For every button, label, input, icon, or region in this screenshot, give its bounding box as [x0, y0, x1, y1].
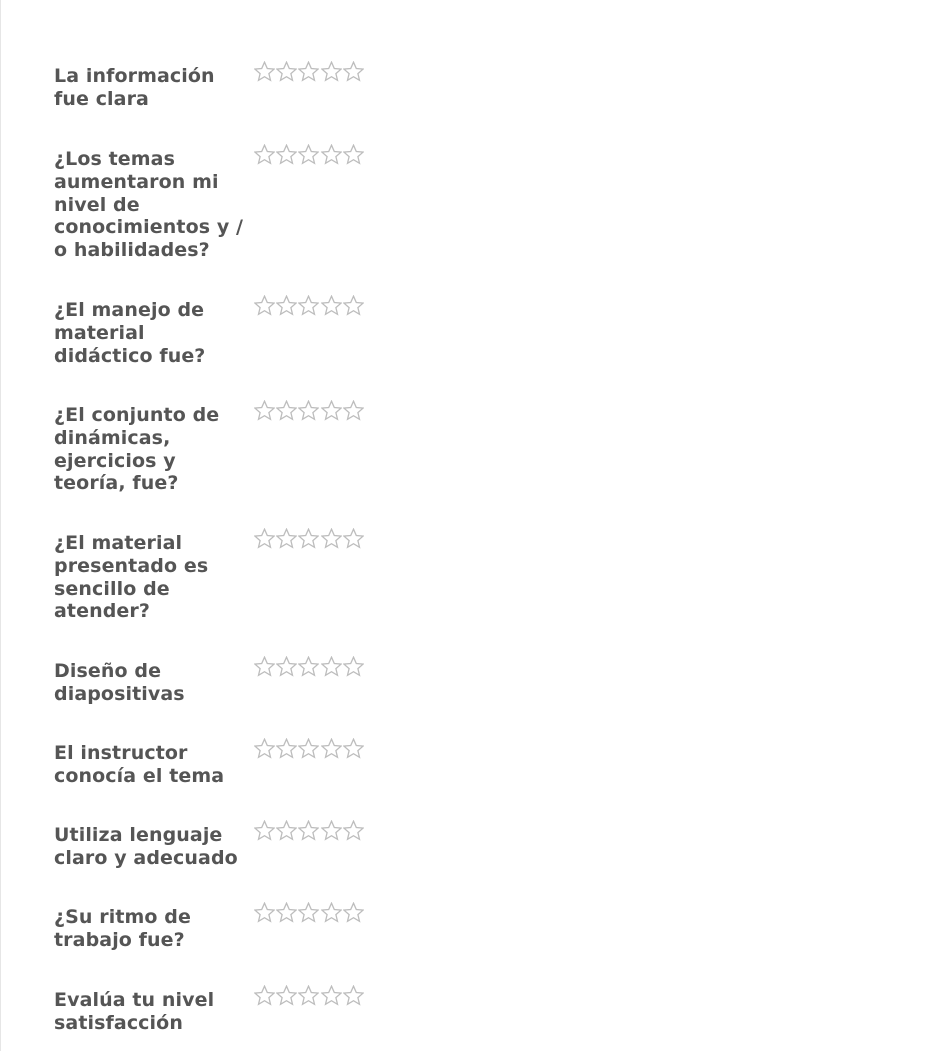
- star-outline-icon[interactable]: [275, 736, 297, 760]
- star-outline-icon[interactable]: [343, 900, 365, 924]
- star-outline-icon[interactable]: [253, 526, 275, 550]
- star-outline-icon[interactable]: [298, 59, 320, 83]
- star-outline-icon[interactable]: [253, 736, 275, 760]
- star-outline-icon[interactable]: [343, 398, 365, 422]
- star-outline-icon[interactable]: [275, 818, 297, 842]
- star-rating[interactable]: [253, 735, 365, 761]
- question-label: El instructor conocía el tema: [54, 742, 225, 787]
- star-outline-icon[interactable]: [275, 526, 297, 550]
- star-outline-icon[interactable]: [253, 142, 275, 166]
- star-outline-icon[interactable]: [253, 59, 275, 83]
- star-rating[interactable]: [253, 58, 365, 84]
- star-outline-icon[interactable]: [343, 526, 365, 550]
- star-outline-icon[interactable]: [320, 293, 342, 317]
- star-outline-icon[interactable]: [253, 900, 275, 924]
- star-outline-icon[interactable]: [298, 142, 320, 166]
- question-label: ¿Su ritmo de trabajo fue?: [54, 906, 191, 951]
- star-outline-icon[interactable]: [320, 818, 342, 842]
- question-label: Diseño de diapositivas: [54, 660, 185, 705]
- star-outline-icon[interactable]: [275, 654, 297, 678]
- star-outline-icon[interactable]: [253, 818, 275, 842]
- star-outline-icon[interactable]: [343, 736, 365, 760]
- star-outline-icon[interactable]: [320, 59, 342, 83]
- star-outline-icon[interactable]: [298, 983, 320, 1007]
- question-label: Evalúa tu nivel satisfacción: [54, 989, 215, 1034]
- question-label: ¿El material presentado es sencillo de atender?: [54, 532, 209, 623]
- star-outline-icon[interactable]: [275, 59, 297, 83]
- star-outline-icon[interactable]: [298, 293, 320, 317]
- star-rating[interactable]: [253, 653, 365, 679]
- star-rating[interactable]: [253, 982, 365, 1008]
- star-rating[interactable]: [253, 397, 365, 423]
- page-left-border: [0, 0, 1, 1051]
- star-outline-icon[interactable]: [320, 526, 342, 550]
- star-outline-icon[interactable]: [320, 736, 342, 760]
- star-outline-icon[interactable]: [320, 654, 342, 678]
- star-outline-icon[interactable]: [320, 900, 342, 924]
- star-outline-icon[interactable]: [343, 818, 365, 842]
- star-outline-icon[interactable]: [343, 59, 365, 83]
- star-outline-icon[interactable]: [320, 142, 342, 166]
- star-rating[interactable]: [253, 899, 365, 925]
- star-outline-icon[interactable]: [253, 293, 275, 317]
- star-outline-icon[interactable]: [298, 398, 320, 422]
- star-rating[interactable]: [253, 292, 365, 318]
- question-label: ¿El manejo de material didáctico fue?: [54, 299, 206, 367]
- star-outline-icon[interactable]: [275, 398, 297, 422]
- star-outline-icon[interactable]: [253, 983, 275, 1007]
- star-outline-icon[interactable]: [253, 654, 275, 678]
- star-rating[interactable]: [253, 525, 365, 551]
- star-outline-icon[interactable]: [253, 398, 275, 422]
- star-outline-icon[interactable]: [343, 293, 365, 317]
- star-outline-icon[interactable]: [298, 818, 320, 842]
- star-outline-icon[interactable]: [320, 398, 342, 422]
- star-outline-icon[interactable]: [343, 142, 365, 166]
- question-label: ¿Los temas aumentaron mi nivel de conocimientos y / o habilidades?: [54, 148, 244, 262]
- star-outline-icon[interactable]: [320, 983, 342, 1007]
- star-outline-icon[interactable]: [275, 142, 297, 166]
- star-outline-icon[interactable]: [275, 293, 297, 317]
- star-outline-icon[interactable]: [343, 654, 365, 678]
- star-outline-icon[interactable]: [298, 526, 320, 550]
- question-label: La información fue clara: [54, 65, 215, 110]
- star-outline-icon[interactable]: [298, 736, 320, 760]
- question-label: Utiliza lenguaje claro y adecuado: [54, 824, 238, 869]
- star-rating[interactable]: [253, 141, 365, 167]
- star-outline-icon[interactable]: [343, 983, 365, 1007]
- star-outline-icon[interactable]: [298, 900, 320, 924]
- star-rating[interactable]: [253, 817, 365, 843]
- star-outline-icon[interactable]: [275, 900, 297, 924]
- star-outline-icon[interactable]: [275, 983, 297, 1007]
- question-label: ¿El conjunto de dinámicas, ejercicios y teoría, fue?: [54, 404, 220, 495]
- star-outline-icon[interactable]: [298, 654, 320, 678]
